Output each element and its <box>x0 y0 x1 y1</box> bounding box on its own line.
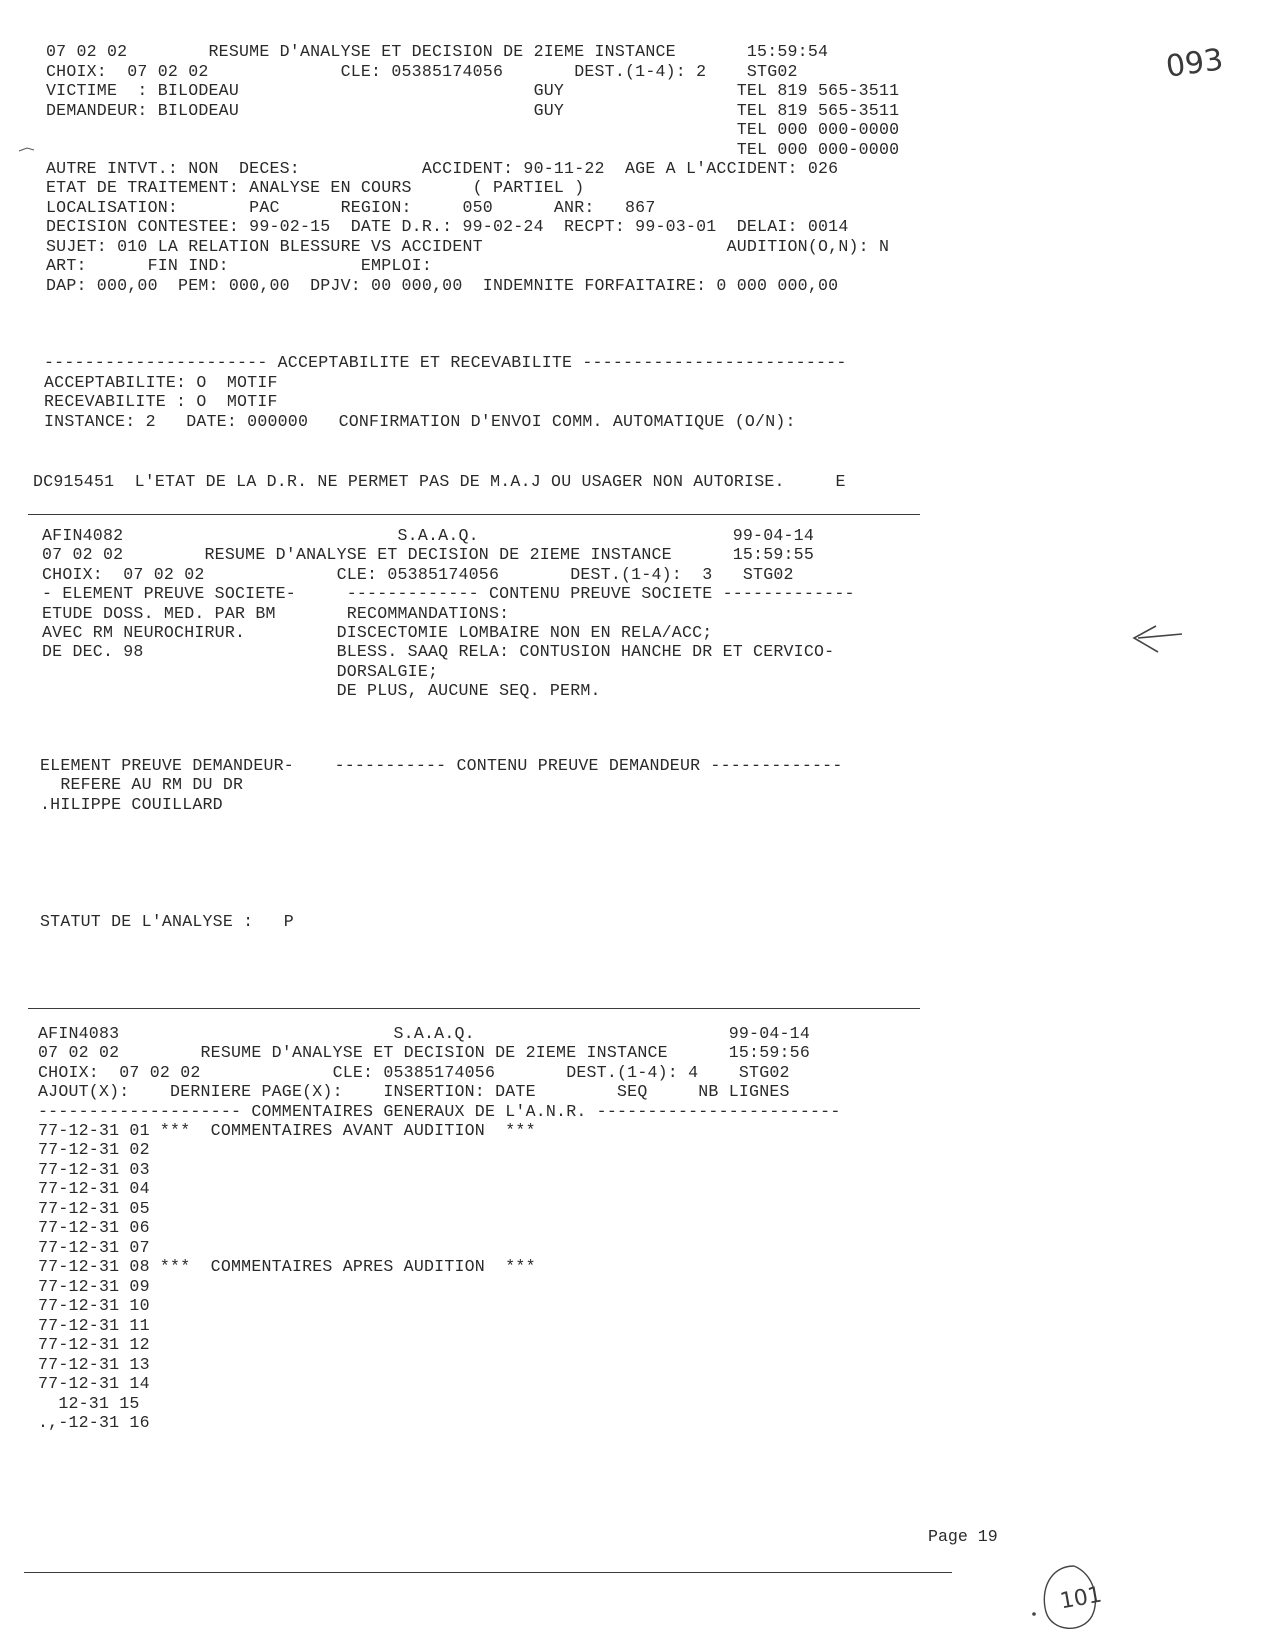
comment-row: 77-12-31 04 <box>38 1179 150 1198</box>
doc-line: ART: FIN IND: EMPLOI: <box>46 256 432 275</box>
screen-header-line: 07 02 02 RESUME D'ANALYSE ET DECISION DE 2IEME INSTANCE 15:59:55 <box>42 545 814 564</box>
bottom-divider <box>24 1572 952 1573</box>
analysis-status: STATUT DE L'ANALYSE : P <box>40 912 294 931</box>
doc-line: ETAT DE TRAITEMENT: ANALYSE EN COURS ( PARTIEL ) <box>46 178 585 197</box>
doc-line: DAP: 000,00 PEM: 000,00 DPJV: 00 000,00 INDEMNITE FORFAITAIRE: 0 000 000,00 <box>46 276 839 295</box>
screen-header-line: AFIN4082 S.A.A.Q. 99-04-14 <box>42 526 814 545</box>
evidence-line: DE DEC. 98 BLESS. SAAQ RELA: CONTUSION HANCHE DR ET CERVICO- <box>42 642 835 661</box>
doc-line: 07 02 02 RESUME D'ANALYSE ET DECISION DE 2IEME INSTANCE 15:59:54 <box>46 42 829 61</box>
section-line: INSTANCE: 2 DATE: 000000 CONFIRMATION D'ENVOI COMM. AUTOMATIQUE (O/N): <box>44 412 796 431</box>
comment-row: 77-12-31 13 <box>38 1355 150 1374</box>
comment-row: 77-12-31 07 <box>38 1238 150 1257</box>
handwritten-number: 093 <box>1163 42 1226 85</box>
doc-line: VICTIME : BILODEAU GUY TEL 819 565-3511 <box>46 81 900 100</box>
evidence-line: DE PLUS, AUCUNE SEQ. PERM. <box>42 681 601 700</box>
comment-row: 77-12-31 11 <box>38 1316 150 1335</box>
comment-row: 77-12-31 12 <box>38 1335 150 1354</box>
demandeur-line: REFERE AU RM DU DR <box>40 775 244 794</box>
demandeur-line: ELEMENT PREUVE DEMANDEUR- ----------- CONTENU PREUVE DEMANDEUR ------------- <box>40 756 843 775</box>
screen-header-line: AFIN4083 S.A.A.Q. 99-04-14 <box>38 1024 810 1043</box>
error-message: DC915451 L'ETAT DE LA D.R. NE PERMET PAS DE M.A.J OU USAGER NON AUTORISE. E <box>33 472 846 491</box>
doc-line: AUTRE INTVT.: NON DECES: ACCIDENT: 90-11-22 AGE A L'ACCIDENT: 026 <box>46 159 839 178</box>
doc-line: LOCALISATION: PAC REGION: 050 ANR: 867 <box>46 198 656 217</box>
divider <box>28 1008 920 1009</box>
evidence-line: ETUDE DOSS. MED. PAR BM RECOMMANDATIONS: <box>42 604 510 623</box>
comment-row: 77-12-31 05 <box>38 1199 150 1218</box>
comment-row: 77-12-31 08 *** COMMENTAIRES APRES AUDITION *** <box>38 1257 536 1276</box>
doc-line: DEMANDEUR: BILODEAU GUY TEL 819 565-3511 <box>46 101 900 120</box>
screen-header-line: 07 02 02 RESUME D'ANALYSE ET DECISION DE 2IEME INSTANCE 15:59:56 <box>38 1043 810 1062</box>
doc-line: SUJET: 010 LA RELATION BLESSURE VS ACCIDENT AUDITION(O,N): N <box>46 237 890 256</box>
comment-row: 77-12-31 01 *** COMMENTAIRES AVANT AUDITION *** <box>38 1121 536 1140</box>
comment-row: 77-12-31 02 <box>38 1140 150 1159</box>
section-line: ACCEPTABILITE: O MOTIF <box>44 373 278 392</box>
section-line: RECEVABILITE : O MOTIF <box>44 392 278 411</box>
comment-row: 12-31 15 <box>38 1394 140 1413</box>
comment-row: 77-12-31 03 <box>38 1160 150 1179</box>
divider <box>28 514 920 515</box>
doc-line: TEL 000 000-0000 <box>46 140 900 159</box>
comment-row: 77-12-31 06 <box>38 1218 150 1237</box>
page-number: Page 19 <box>928 1527 998 1546</box>
comment-row: 77-12-31 14 <box>38 1374 150 1393</box>
comment-row: 77-12-31 09 <box>38 1277 150 1296</box>
handwritten-arrow-icon <box>1120 622 1190 662</box>
comment-row: 77-12-31 10 <box>38 1296 150 1315</box>
section-line: ---------------------- ACCEPTABILITE ET RECEVABILITE -------------------------- <box>44 353 847 372</box>
demandeur-line: .HILIPPE COUILLARD <box>40 795 223 814</box>
handwritten-page-number: 101 <box>1058 1582 1104 1615</box>
evidence-line: DORSALGIE; <box>42 662 439 681</box>
comment-row: .,-12-31 16 <box>38 1413 150 1432</box>
doc-line: TEL 000 000-0000 <box>46 120 900 139</box>
screen-header-line: -------------------- COMMENTAIRES GENERAUX DE L'A.N.R. ------------------------ <box>38 1102 841 1121</box>
screen-header-line: AJOUT(X): DERNIERE PAGE(X): INSERTION: DATE SEQ NB LIGNES <box>38 1082 790 1101</box>
screen-header-line: CHOIX: 07 02 02 CLE: 05385174056 DEST.(1-4): 4 STG02 <box>38 1063 790 1082</box>
doc-line: DECISION CONTESTEE: 99-02-15 DATE D.R.: 99-02-24 RECPT: 99-03-01 DELAI: 0014 <box>46 217 849 236</box>
evidence-line: - ELEMENT PREUVE SOCIETE- ------------- CONTENU PREUVE SOCIETE ------------- <box>42 584 855 603</box>
doc-line: CHOIX: 07 02 02 CLE: 05385174056 DEST.(1-4): 2 STG02 <box>46 62 798 81</box>
screen-header-line: CHOIX: 07 02 02 CLE: 05385174056 DEST.(1-4): 3 STG02 <box>42 565 794 584</box>
scan-speck-icon <box>18 146 36 154</box>
evidence-line: AVEC RM NEUROCHIRUR. DISCECTOMIE LOMBAIRE NON EN RELA/ACC; <box>42 623 713 642</box>
